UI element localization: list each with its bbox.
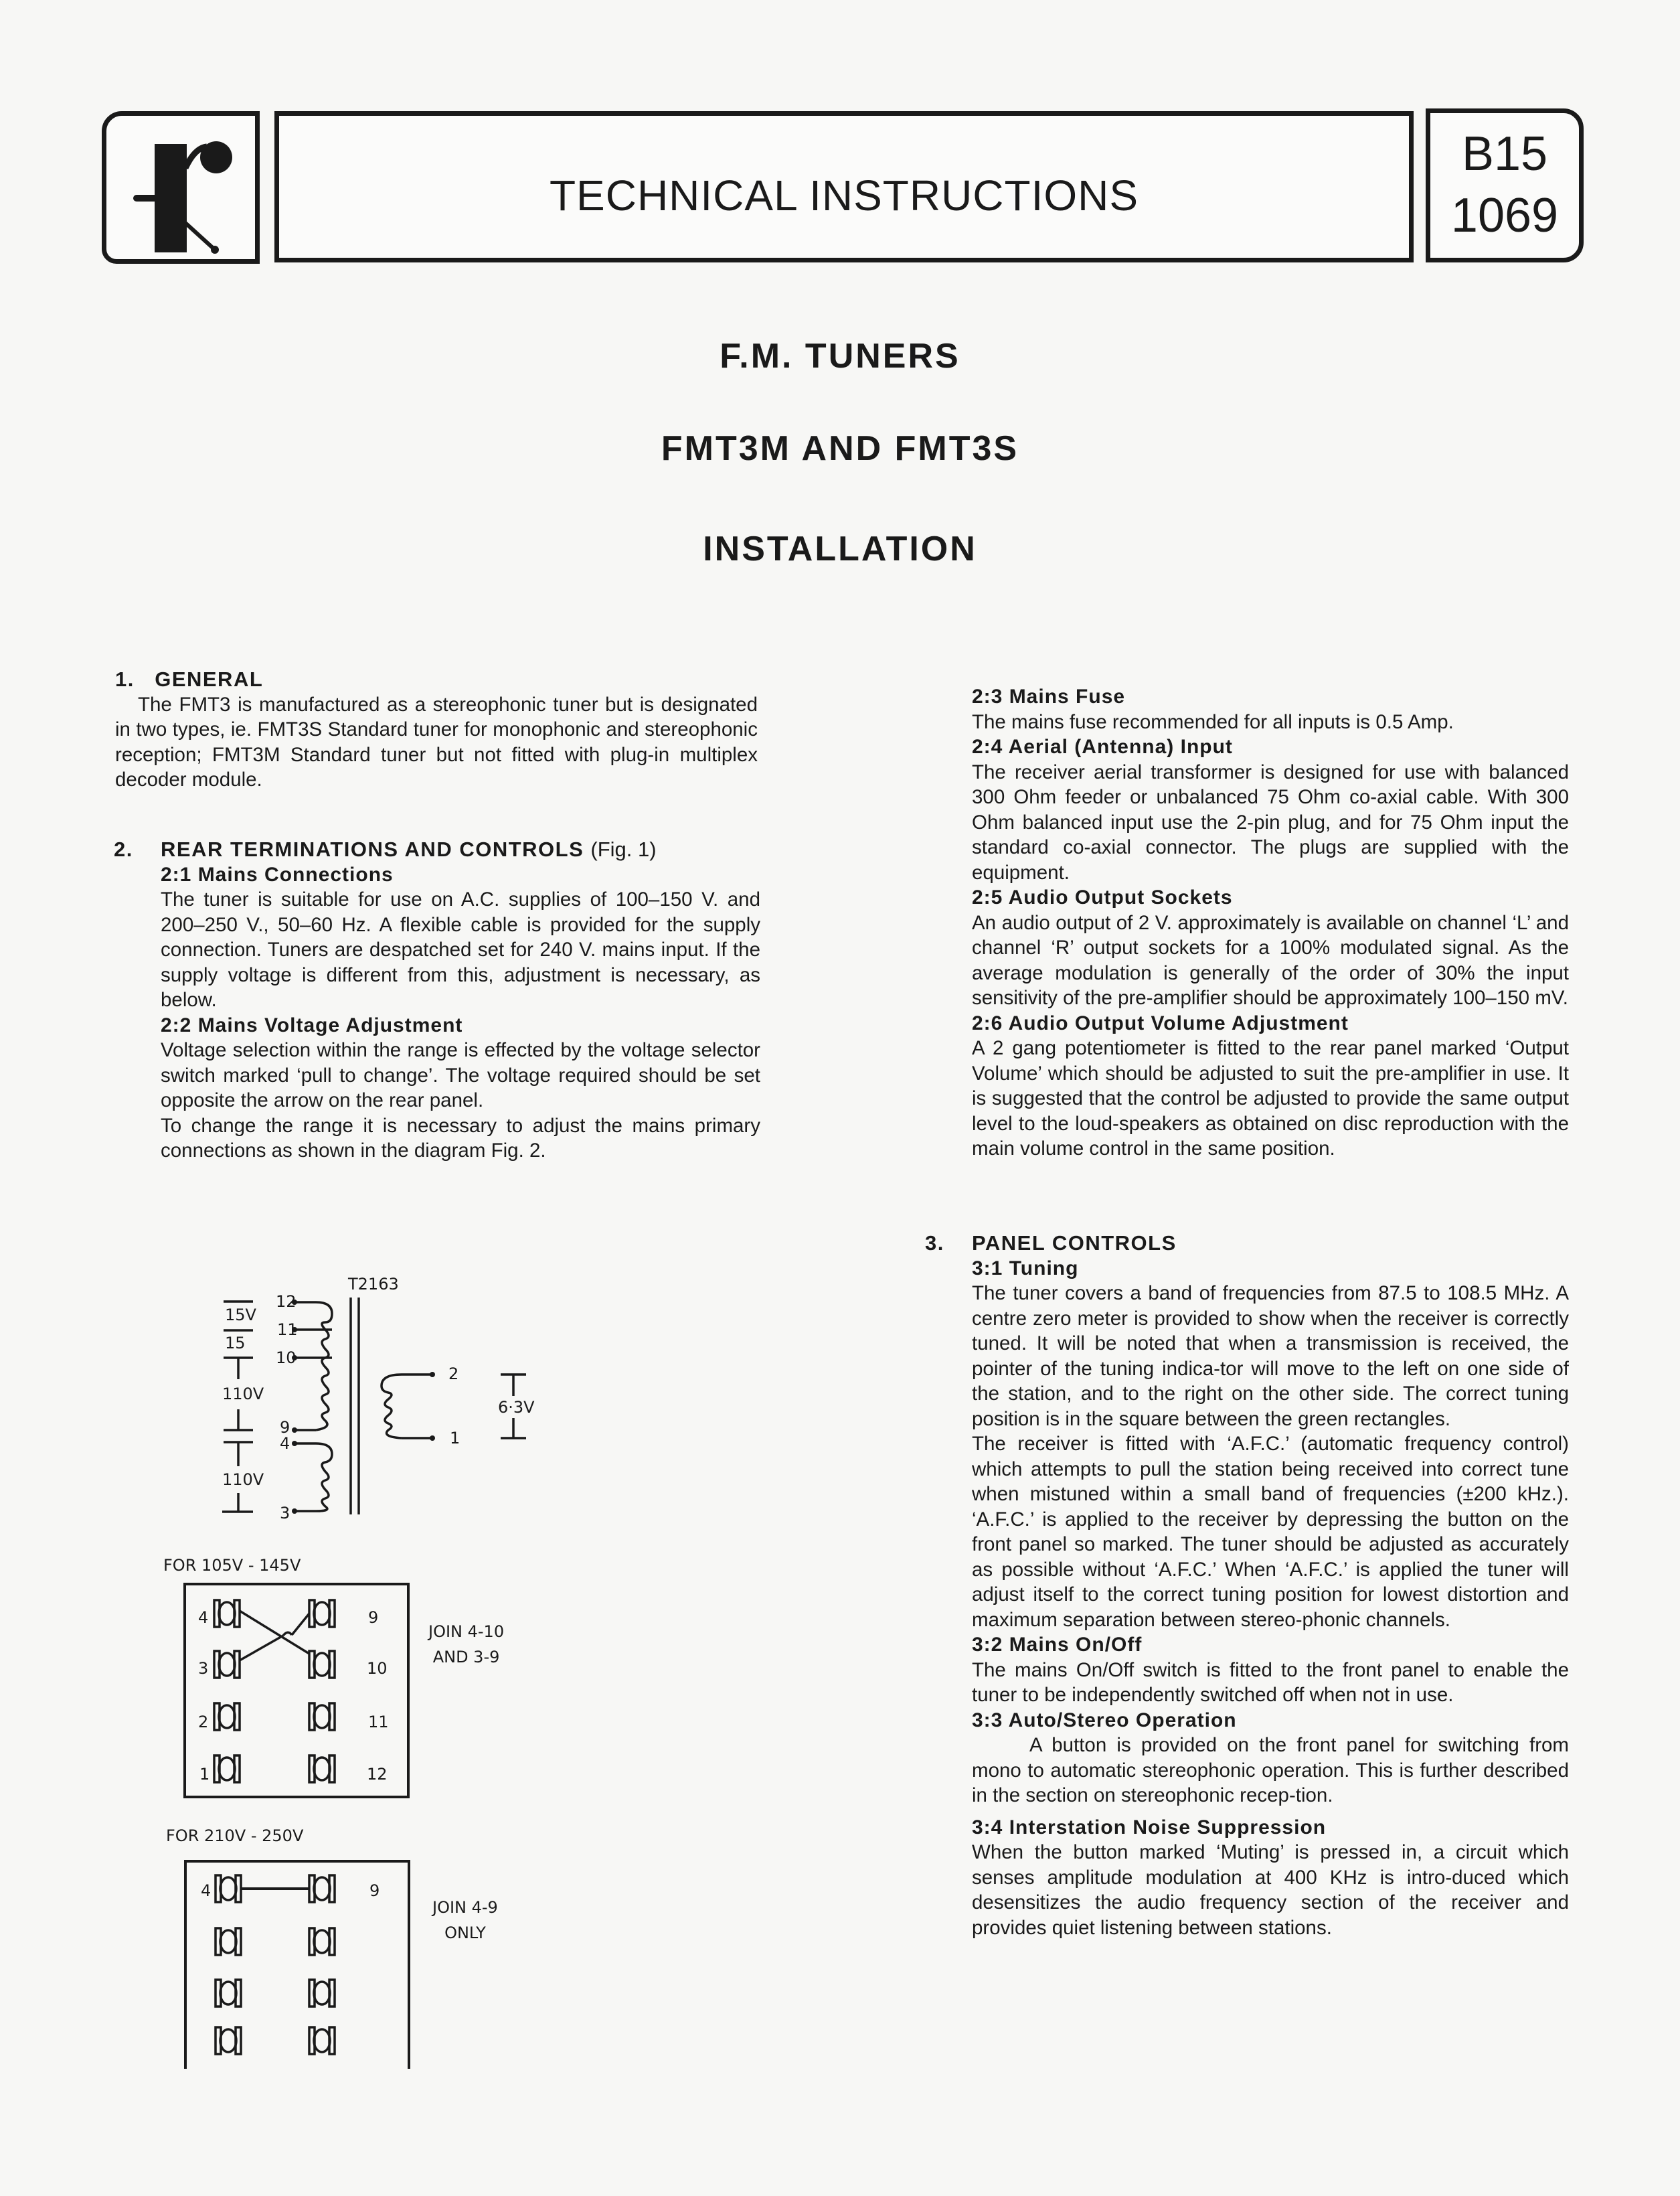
wiring-caption: FOR 210V - 250V [166, 1826, 304, 1845]
terminal-icon [309, 1703, 335, 1730]
terminal-icon [309, 1755, 335, 1782]
paragraph: The mains On/Off switch is fitted to the front panel to enable the tuner to be independently switched off when not in use. [972, 1658, 1569, 1706]
section-title: GENERAL [155, 668, 264, 691]
subsection-heading: 3:3 Auto/Stereo Operation [972, 1709, 1237, 1731]
paragraph: An audio output of 2 V. approximately is available on channel ‘L’ and channel ‘R’ output sockets for a 100% modulated signal. As the average modulation is generally of the order of 30% the input sensitivity of the pre-amplifier should be approximately 100–150 mV. [972, 911, 1569, 1009]
pin-label: 12 [276, 1292, 297, 1311]
pin-label: 11 [368, 1713, 389, 1731]
logo-box [102, 111, 260, 264]
section-number: 1. [115, 668, 135, 691]
section-title: PANEL CONTROLS [972, 1231, 1177, 1255]
paragraph: To change the range it is necessary to adjust the mains primary connections as shown in the diagram Fig. 2. [161, 1114, 760, 1162]
terminal-icon [214, 1651, 240, 1678]
voltage-label: 15 [225, 1334, 246, 1352]
section-number: 2. [114, 838, 133, 861]
subsection-heading: 2:6 Audio Output Volume Adjustment [972, 1012, 1349, 1034]
pin-label: 2 [198, 1713, 209, 1731]
document-subtitle: INSTALLATION [703, 530, 977, 568]
wiring-note-low [428, 1619, 504, 1670]
figure-reference: (Fig. 1) [590, 838, 657, 861]
terminal-icon [216, 1980, 241, 2007]
document-models: FMT3M AND FMT3S [661, 429, 1019, 468]
pin-label: 4 [198, 1608, 209, 1627]
section-rear-terminations [114, 837, 760, 1164]
subsection-heading: 3:1 Tuning [972, 1257, 1079, 1279]
subsection-heading: 3:2 Mains On/Off [972, 1634, 1143, 1656]
transformer-diagram [201, 1272, 576, 1526]
header-title-box [274, 111, 1414, 262]
terminal-icon [214, 1703, 240, 1730]
pin-label: 11 [277, 1320, 298, 1339]
pin-label: 12 [367, 1765, 388, 1784]
section-number: 3. [925, 1231, 944, 1255]
r-logo-icon [106, 116, 255, 259]
terminal-icon [309, 1928, 335, 1955]
pin-label: 9 [368, 1608, 379, 1627]
paragraph: A 2 gang potentiometer is fitted to the rear panel marked ‘Output Volume’ which should be adjusted to suit the pre-amplifier in use. It is suggested that the control be adjusted to provide the same output level to the loud-speakers as obtained on disc reproduction with the main volume control in the same position. [972, 1037, 1569, 1160]
section-title: REAR TERMINATIONS AND CONTROLS [161, 838, 584, 861]
paragraph: The receiver aerial transformer is designed for use with balanced 300 Ohm feeder or unbalanced 75 Ohm co-axial cable. With 300 Ohm balanced input use the 2-pin plug, and for 75 Ohm input the standard co-axial connector. The plugs are supplied with the equipment. [972, 761, 1569, 884]
note-line: JOIN 4-10 [428, 1622, 505, 1641]
paragraph: The mains fuse recommended for all inputs is 0.5 Amp. [972, 710, 1454, 733]
document-title: F.M. TUNERS [720, 337, 960, 376]
pin-label: 3 [198, 1659, 209, 1678]
voltage-label: 110V [222, 1470, 264, 1489]
section-general [115, 667, 758, 793]
section-heading [114, 837, 760, 862]
section-heading [115, 667, 758, 692]
transformer-label: T2163 [348, 1275, 399, 1293]
paragraph: The tuner covers a band of frequencies from 87.5 to 108.5 MHz. A centre zero meter is provided to show when the receiver is correctly tuned. It will be noted that when a transmission is received, the pointer of the tuning indica-tor will move to the left on one side of the station, and to the right on the other side. The correct tuning position is in the square between the green rectangles. [972, 1282, 1569, 1430]
terminal-icon [216, 1875, 241, 1902]
terminal-icon [214, 1600, 240, 1627]
terminal-icon [309, 1600, 335, 1627]
paragraph: When the button marked ‘Muting’ is pressed in, a circuit which senses amplitude modulation at 400 KHz is intro-duced which desensitizes the audio frequency section of the receiver and provides quiet listening between stations. [972, 1841, 1569, 1939]
voltage-label: 110V [222, 1385, 264, 1403]
header-title: TECHNICAL INSTRUCTIONS [549, 171, 1139, 220]
document-code-box [1426, 108, 1584, 262]
terminal-icon [214, 1755, 240, 1782]
terminal-icon [309, 1980, 335, 2007]
terminal-icon [309, 2027, 335, 2054]
paragraph: A button is provided on the front panel for switching from mono to automatic stereophonic operation. This is further described in the section on stereophonic recep-tion. [972, 1734, 1569, 1806]
pin-label: 9 [280, 1418, 290, 1437]
pin-label: 9 [369, 1881, 380, 1900]
note-line: JOIN 4-9 [432, 1898, 498, 1917]
note-line: AND 3-9 [432, 1648, 500, 1666]
subsection-heading: 2:1 Mains Connections [161, 863, 394, 886]
voltage-label: 15V [225, 1306, 256, 1324]
document-code: B15 [1461, 127, 1548, 181]
terminal-icon [216, 2027, 241, 2054]
voltage-label: 6·3V [498, 1398, 535, 1417]
paragraph: Voltage selection within the range is effected by the voltage selector switch marked ‘pull to change’. The voltage required should be set opposite the arrow on the rear panel. [161, 1039, 760, 1111]
terminal-icon [216, 1928, 241, 1955]
section-rear-continued [972, 684, 1569, 1162]
pin-label: 10 [276, 1348, 297, 1367]
subsection-heading: 3:4 Interstation Noise Suppression [972, 1816, 1327, 1838]
wiring-diagram-low [154, 1547, 556, 1801]
section-panel-controls [925, 1231, 1569, 1940]
pin-label: 2 [448, 1364, 459, 1383]
pin-label: 4 [280, 1434, 290, 1453]
section-heading [925, 1231, 1569, 1256]
subsection-heading: 2:3 Mains Fuse [972, 686, 1126, 708]
paragraph: The tuner is suitable for use on A.C. supplies of 100–150 V. and 200–250 V., 50–60 Hz. A flexible cable is provided for the supply connection. Tuners are despatched set for 240 V. mains input. If the supply voltage is different from this, adjustment is necessary, as below. [161, 888, 760, 1011]
subsection-heading: 2:4 Aerial (Antenna) Input [972, 736, 1233, 758]
pin-label: 4 [201, 1881, 212, 1900]
pin-label: 3 [280, 1504, 290, 1522]
pin-label: 10 [367, 1659, 388, 1678]
wiring-note-high [432, 1895, 498, 1946]
terminal-icon [309, 1651, 335, 1678]
note-line: ONLY [444, 1924, 486, 1942]
paragraph: The receiver is fitted with ‘A.F.C.’ (automatic frequency control) which attempts to pull the station being received into correct tune when mistuned within a small band of frequencies (±200 kHz.). ‘A.F.C.’ is applied to the receiver by depressing the button on the front panel so marked. The tuner should be adjusted as accurately as possible without ‘A.F.C.’ When ‘A.F.C.’ is applied the tuner will adjust itself to the correct tuning position for lowest distortion and maximum separation between stereo-phonic channels. [972, 1433, 1569, 1631]
wiring-caption: FOR 105V - 145V [163, 1556, 301, 1575]
terminal-icon [309, 1875, 335, 1902]
subsection-heading: 2:2 Mains Voltage Adjustment [161, 1014, 463, 1036]
subsection-heading: 2:5 Audio Output Sockets [972, 886, 1233, 909]
document-date-code: 1069 [1450, 189, 1559, 242]
pin-label: 1 [450, 1429, 460, 1447]
pin-label: 1 [199, 1765, 210, 1784]
paragraph: The FMT3 is manufactured as a stereophonic tuner but is designated in two types, ie. FMT3S Standard tuner for monophonic and stereophonic reception; FMT3M Standard tuner but not fitted with plug-in multiplex decoder module. [115, 693, 758, 791]
